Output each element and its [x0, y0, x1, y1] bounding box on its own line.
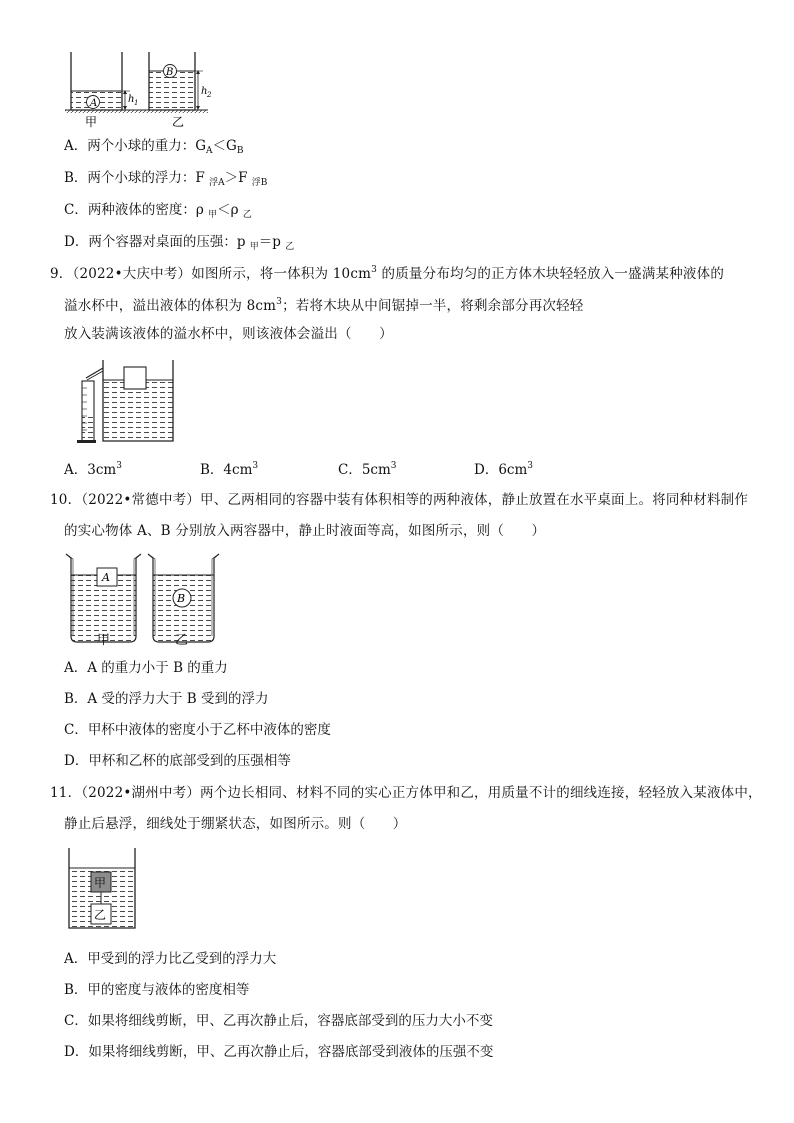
q9-stem-line2: 溢水杯中，溢出液体的体积为 $8cm^3$；若将木块从中间锯掉一半，将剩余部分再次轻轻 [64, 297, 584, 314]
ball-b-label-q10: B [177, 592, 186, 605]
block-a-label: A [102, 571, 110, 584]
caption-jia: 甲 [85, 115, 98, 129]
q11-option-b: B．甲的密度与液体的密度相等 [64, 982, 250, 998]
q11-option-a: A．甲受到的浮力比乙受到的浮力大 [64, 951, 277, 967]
q11-stem-line1: 11．（2022•湖州中考）两个边长相同、材料不同的实心正方体甲和乙，用质量不计的细线连接，轻轻放入某液体中， [50, 785, 762, 801]
q11-option-c: C．如果将细线剪断，甲、乙再次静止后，容器底部受到的压力大小不变 [64, 1013, 493, 1029]
ball-a-label: A [90, 98, 98, 109]
q9-stem-line3: 放入装满该液体的溢水杯中，则该液体会溢出（ ） [64, 326, 393, 342]
q11-stem-line2: 静止后悬浮，细线处于绷紧状态，如图所示。则（ ） [64, 816, 407, 832]
q8-option-b: B．两个小球的浮力：F $_{浮A}$＞F $_{浮B}$ [64, 170, 268, 188]
q9-option-d: D．$6cm^3$ [474, 461, 534, 478]
q10-option-d: D．甲杯和乙杯的底部受到的压强相等 [64, 753, 291, 769]
q9-option-b: B．$4cm^3$ [200, 461, 259, 478]
q10-caption-yi: 乙 [175, 633, 189, 648]
ball-b-label: B [166, 67, 174, 78]
q9-option-a: A．$3cm^3$ [64, 461, 122, 478]
q8-option-d: D．两个容器对桌面的压强：p $_甲$＝p $_乙$ [64, 234, 295, 252]
q9-figure [72, 355, 182, 445]
svg-text:2: 2 [207, 91, 212, 99]
svg-text:1: 1 [134, 99, 139, 107]
q9-stem-line1: 9．（2022•大庆中考）如图所示，将一体积为 $10cm^3$ 的质量分布均匀的正方体木块轻轻放入一盛满某种液体的 [50, 265, 725, 282]
q10-stem-line2: 的实心物体 A、B 分别放入两容器中，静止时液面等高，如图所示，则（ ） [64, 523, 546, 539]
q10-stem-line1: 10．（2022•常德中考）甲、乙两相同的容器中装有体积相等的两种液体，静止放置在水平桌面上。将同种材料制作 [50, 492, 749, 508]
q8-option-a: A．两个小球的重力：$G_A<G_B$ [64, 138, 244, 156]
q10-figure [62, 548, 222, 652]
q11-figure [64, 844, 144, 932]
q10-option-b: B．A 受的浮力大于 B 受到的浮力 [64, 691, 269, 707]
q10-caption-jia: 甲 [97, 633, 111, 648]
q8-option-c: C．两种液体的密度：ρ $_甲$＜ρ $_乙$ [64, 202, 252, 220]
q9-option-c: C．$5cm^3$ [338, 461, 397, 478]
q11-option-d: D．如果将细线剪断，甲、乙再次静止后，容器底部受到液体的压强不变 [64, 1044, 494, 1060]
caption-yi: 乙 [172, 115, 185, 129]
cube-jia-label: 甲 [94, 876, 107, 890]
q10-option-c: C．甲杯中液体的密度小于乙杯中液体的密度 [64, 722, 331, 738]
q10-option-a: A．A 的重力小于 B 的重力 [64, 660, 228, 676]
h1-label: h [128, 94, 135, 105]
h2-label: h [201, 86, 208, 97]
cube-yi-label: 乙 [94, 908, 107, 922]
q8-figure [60, 40, 230, 130]
